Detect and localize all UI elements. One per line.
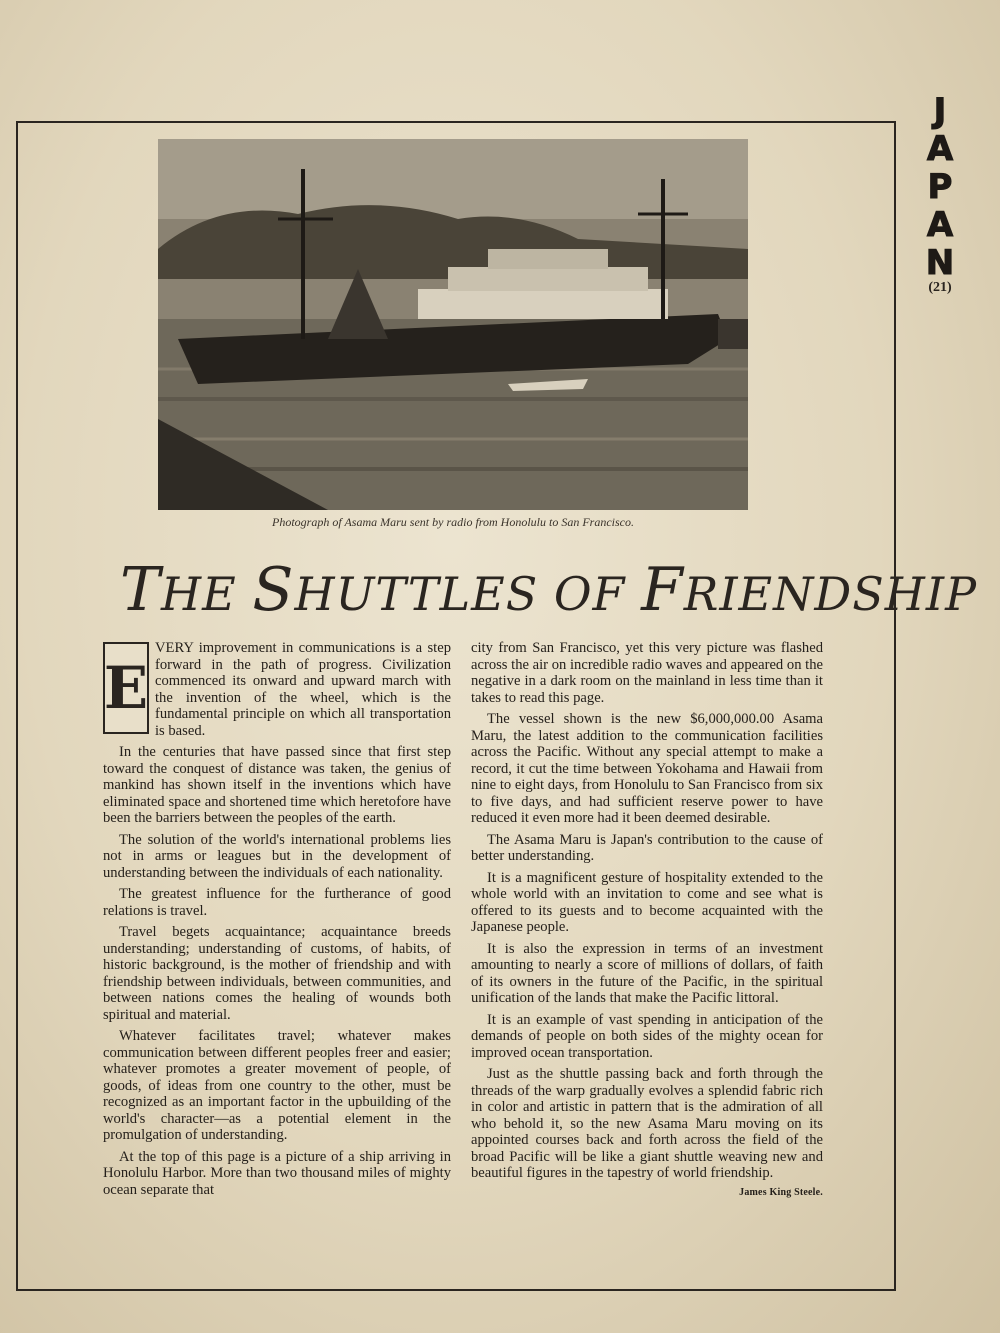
article-paragraph: The greatest influence for the furtherance of good relations is travel. <box>103 886 451 919</box>
headline-word: HUTTLES <box>294 567 539 621</box>
headline-initial: S <box>252 555 295 625</box>
masthead-letter: P <box>927 167 953 207</box>
masthead-letter: N <box>925 243 955 283</box>
page-number: (21) <box>928 280 952 295</box>
photo-caption: Photograph of Asama Maru sent by radio from Honolulu to San Francisco. <box>272 515 634 529</box>
ship-illustration <box>158 139 748 510</box>
masthead-letter: A <box>926 205 954 245</box>
article-paragraph: In the centuries that have passed since that first step toward the conquest of distance was taken, the genius of mankind has shown itself in the inventions which have eliminated space and shortened time which heretofore have been the barriers between the peoples of the earth. <box>103 744 451 826</box>
article-paragraph: It is an example of vast spending in anticipation of the demands of people on both sides of the mighty ocean for improved ocean transportation. <box>471 1011 823 1061</box>
article-column-right <box>471 640 823 1201</box>
article-paragraph: It is a magnificent gesture of hospitality extended to the whole world with an invitation to come and see what is offered to its guests and to become acquainted with the Japanese people. <box>471 869 823 935</box>
headline-word: OF <box>553 567 626 621</box>
article-paragraph: Travel begets acquaintance; acquaintance breeds understanding; understanding of customs, of habits, of historic background, is the mother of friendship and with friendship between individuals, between communities, and between nations comes the healing of wounds both spiritual and material. <box>103 924 451 1023</box>
masthead-letter: A <box>926 129 954 169</box>
author-signature: James King Steele. <box>739 1186 823 1198</box>
drop-cap: E <box>103 642 149 734</box>
headline-initial: F <box>641 555 684 625</box>
article-paragraph: It is also the expression in terms of an investment amounting to nearly a score of millions of dollars, of faith of its owners in the future of the Pacific, in the spiritual unification of the lands that make the Pacific littoral. <box>471 940 823 1006</box>
article-column-left <box>103 640 451 1203</box>
article-paragraph: VERY improvement in communications is a step forward in the path of progress. Civilization commenced its onward and upward march with the invention of the wheel, which is the fundamental principle on which all transportation is based. <box>155 640 451 739</box>
article-headline <box>120 555 978 625</box>
article-paragraph: The Asama Maru is Japan's contribution to the cause of better understanding. <box>471 831 823 864</box>
masthead-japan <box>913 92 967 282</box>
article-paragraph-text: Just as the shuttle passing back and forth through the threads of the warp gradually evolves a splendid fabric rich in color and artistic in pattern that is the admiration of all who behold it, so the new Asama Maru moving on its appointed courses back and forth across the field of the broad Pacific will be like a giant shuttle weaving new and beautiful figures in the tapestry of world friendship. <box>471 1066 823 1181</box>
article-paragraph <box>471 1066 823 1198</box>
article-paragraph: Whatever facilitates travel; whatever makes communication between different peoples freer and easier; whatever promotes a greater movement of people, of goods, of ideas from one country to the other, must be recognized as an important factor in the upbuilding of the world's character—as a potential element in the promulgation of understanding. <box>103 1028 451 1143</box>
masthead-letter: J <box>933 91 947 131</box>
ship-photograph <box>158 139 748 510</box>
article-paragraph: The vessel shown is the new $6,000,000.00 Asama Maru, the latest addition to the communication facilities across the Pacific. Without any special attempt to make a record, it cut the time between Yokohama and Hawaii from nine to eight days, from Honolulu to San Francisco from six to five days, and had sufficient reserve power to have reduced it even more had it been deemed desirable. <box>471 711 823 826</box>
headline-initial: T <box>120 555 162 625</box>
headline-word: HE <box>161 567 237 621</box>
article-paragraph: The solution of the world's international problems lies not in arms or leagues but in the development of understanding between the individuals of each nationality. <box>103 831 451 881</box>
headline-word: RIENDSHIP <box>683 567 978 621</box>
article-paragraph: At the top of this page is a picture of a ship arriving in Honolulu Harbor. More than two thousand miles of mighty ocean separate that <box>103 1148 451 1198</box>
article-paragraph: city from San Francisco, yet this very picture was flashed across the air on incredible radio waves and appeared on the negative in a dark room on the mainland in less time than it takes to read this page. <box>471 640 823 706</box>
